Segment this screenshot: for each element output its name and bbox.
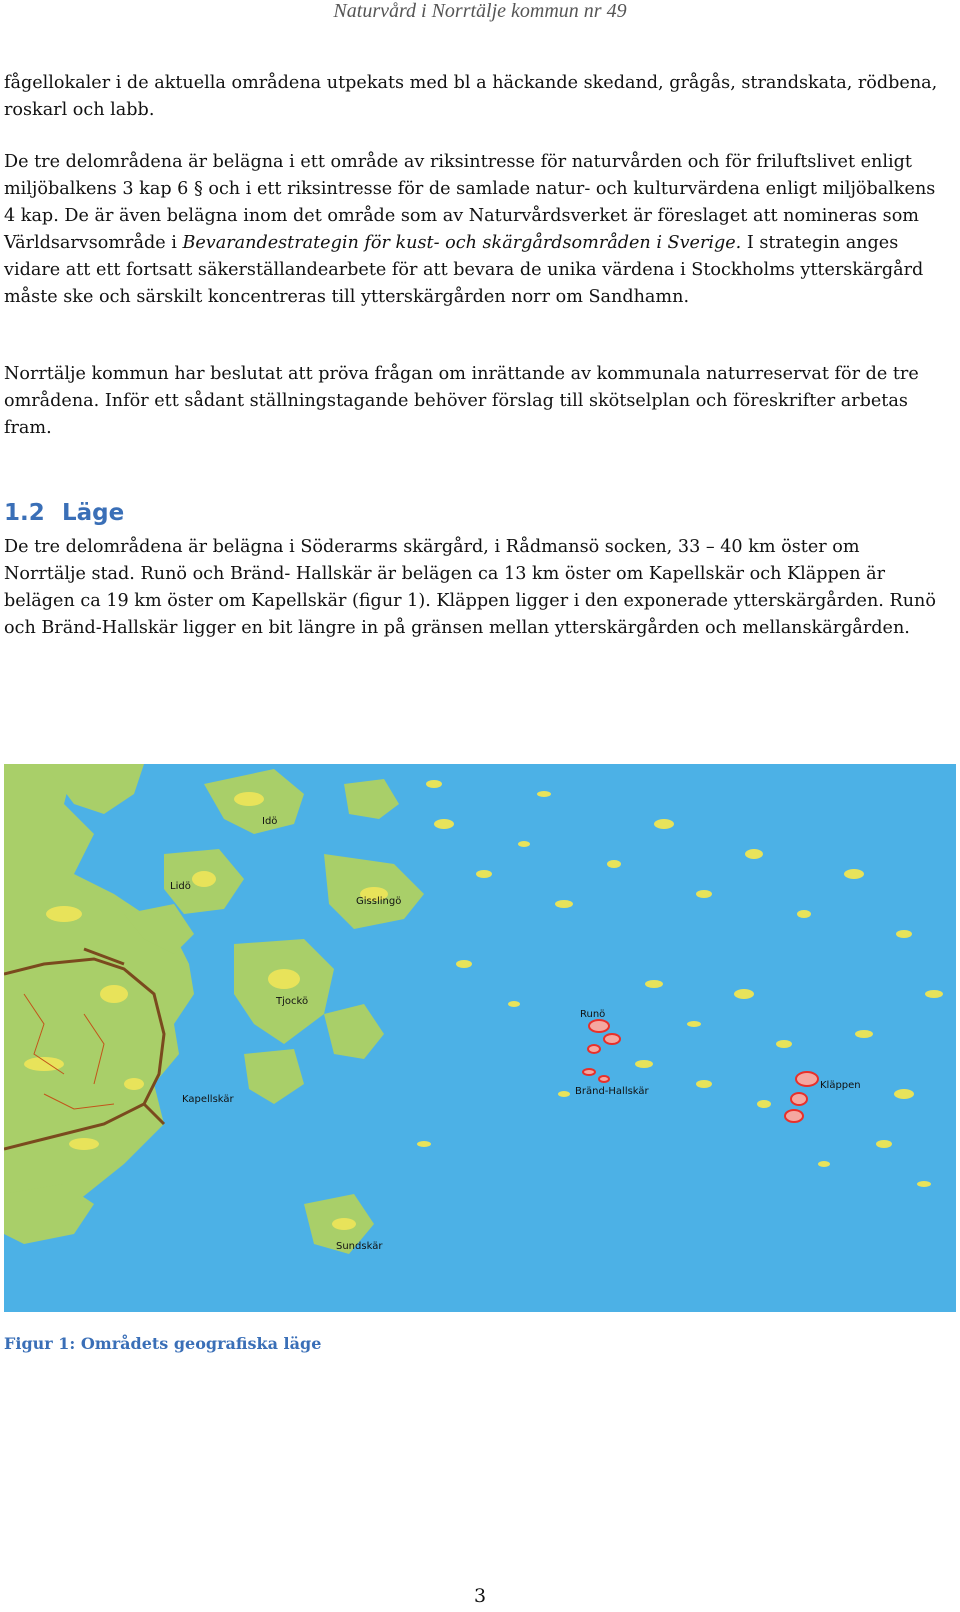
strategy-title: Bevarandestrategin för kust- och skärgårdsområden i Sverige. <box>182 233 742 253</box>
paragraph-4: De tre delområdena är belägna i Söderarms skärgård, i Rådmansö socken, 33 – 40 km öster om Norrtälje stad. Runö och Bränd- Hallskär är belägen ca 13 km öster om Kapellskär och Kläppen är belägen ca 19 km öster om Kapellskär (figur 1). Kläppen ligger i den exponerade ytterskärgården. Runö och Bränd-Hallskär ligger en bit längre in på gränsen mellan ytterskärgården och mellanskärgården. <box>4 537 936 638</box>
page-number: 3 <box>473 1585 487 1607</box>
label-runo: Runö <box>580 1009 606 1020</box>
label-gisslingo: Gisslingö <box>356 896 402 907</box>
figure-caption: Figur 1: Områdets geografiska läge <box>4 1334 322 1353</box>
paragraph-2-text-a: De tre delområdena är belägna i ett område av riksintresse för naturvården och för friluftslivet enligt miljöbalkens 3 kap 6 § och i ett riksintresse för de samlade natur- och kulturvärdena enligt miljöbalkens 4 kap. De är även belägna inom det område som av Naturvårdsverket är föreslaget att nomineras som Världsarvsområde i <box>4 152 936 253</box>
running-header: Naturvård i Norrtälje kommun nr 49 <box>333 0 627 22</box>
section-title: Läge <box>62 500 125 526</box>
section-heading <box>4 500 124 526</box>
section-number: 1.2 <box>4 500 45 526</box>
paragraph-2-text-b: I strategin anges vidare att ett fortsatt säkerställandearbete för att bevara de unika värdena i Stockholms ytterskärgård måste ske och särskilt koncentreras till ytterskärgården norr om Sandhamn. <box>4 233 924 307</box>
paragraph-2 <box>4 149 944 311</box>
label-sundskar: Sundskär <box>336 1241 383 1252</box>
label-kapellskar: Kapellskär <box>182 1094 234 1105</box>
label-brand-hallskar: Bränd-Hallskär <box>575 1086 649 1097</box>
location-map <box>4 764 956 1312</box>
paragraph-1: fågellokaler i de aktuella områdena utpekats med bl a häckande skedand, grågås, strandskata, rödbena, roskarl och labb. <box>4 73 938 120</box>
label-klappen: Kläppen <box>820 1080 861 1091</box>
label-lido: Lidö <box>170 881 191 892</box>
label-tjocko: Tjockö <box>276 996 309 1007</box>
paragraph-3: Norrtälje kommun har beslutat att pröva frågan om inrättande av kommunala naturreservat för de tre områdena. Inför ett sådant ställningstagande behöver förslag till skötselplan och föreskrifter arbetas fram. <box>4 364 919 438</box>
label-ido: Idö <box>262 816 278 827</box>
